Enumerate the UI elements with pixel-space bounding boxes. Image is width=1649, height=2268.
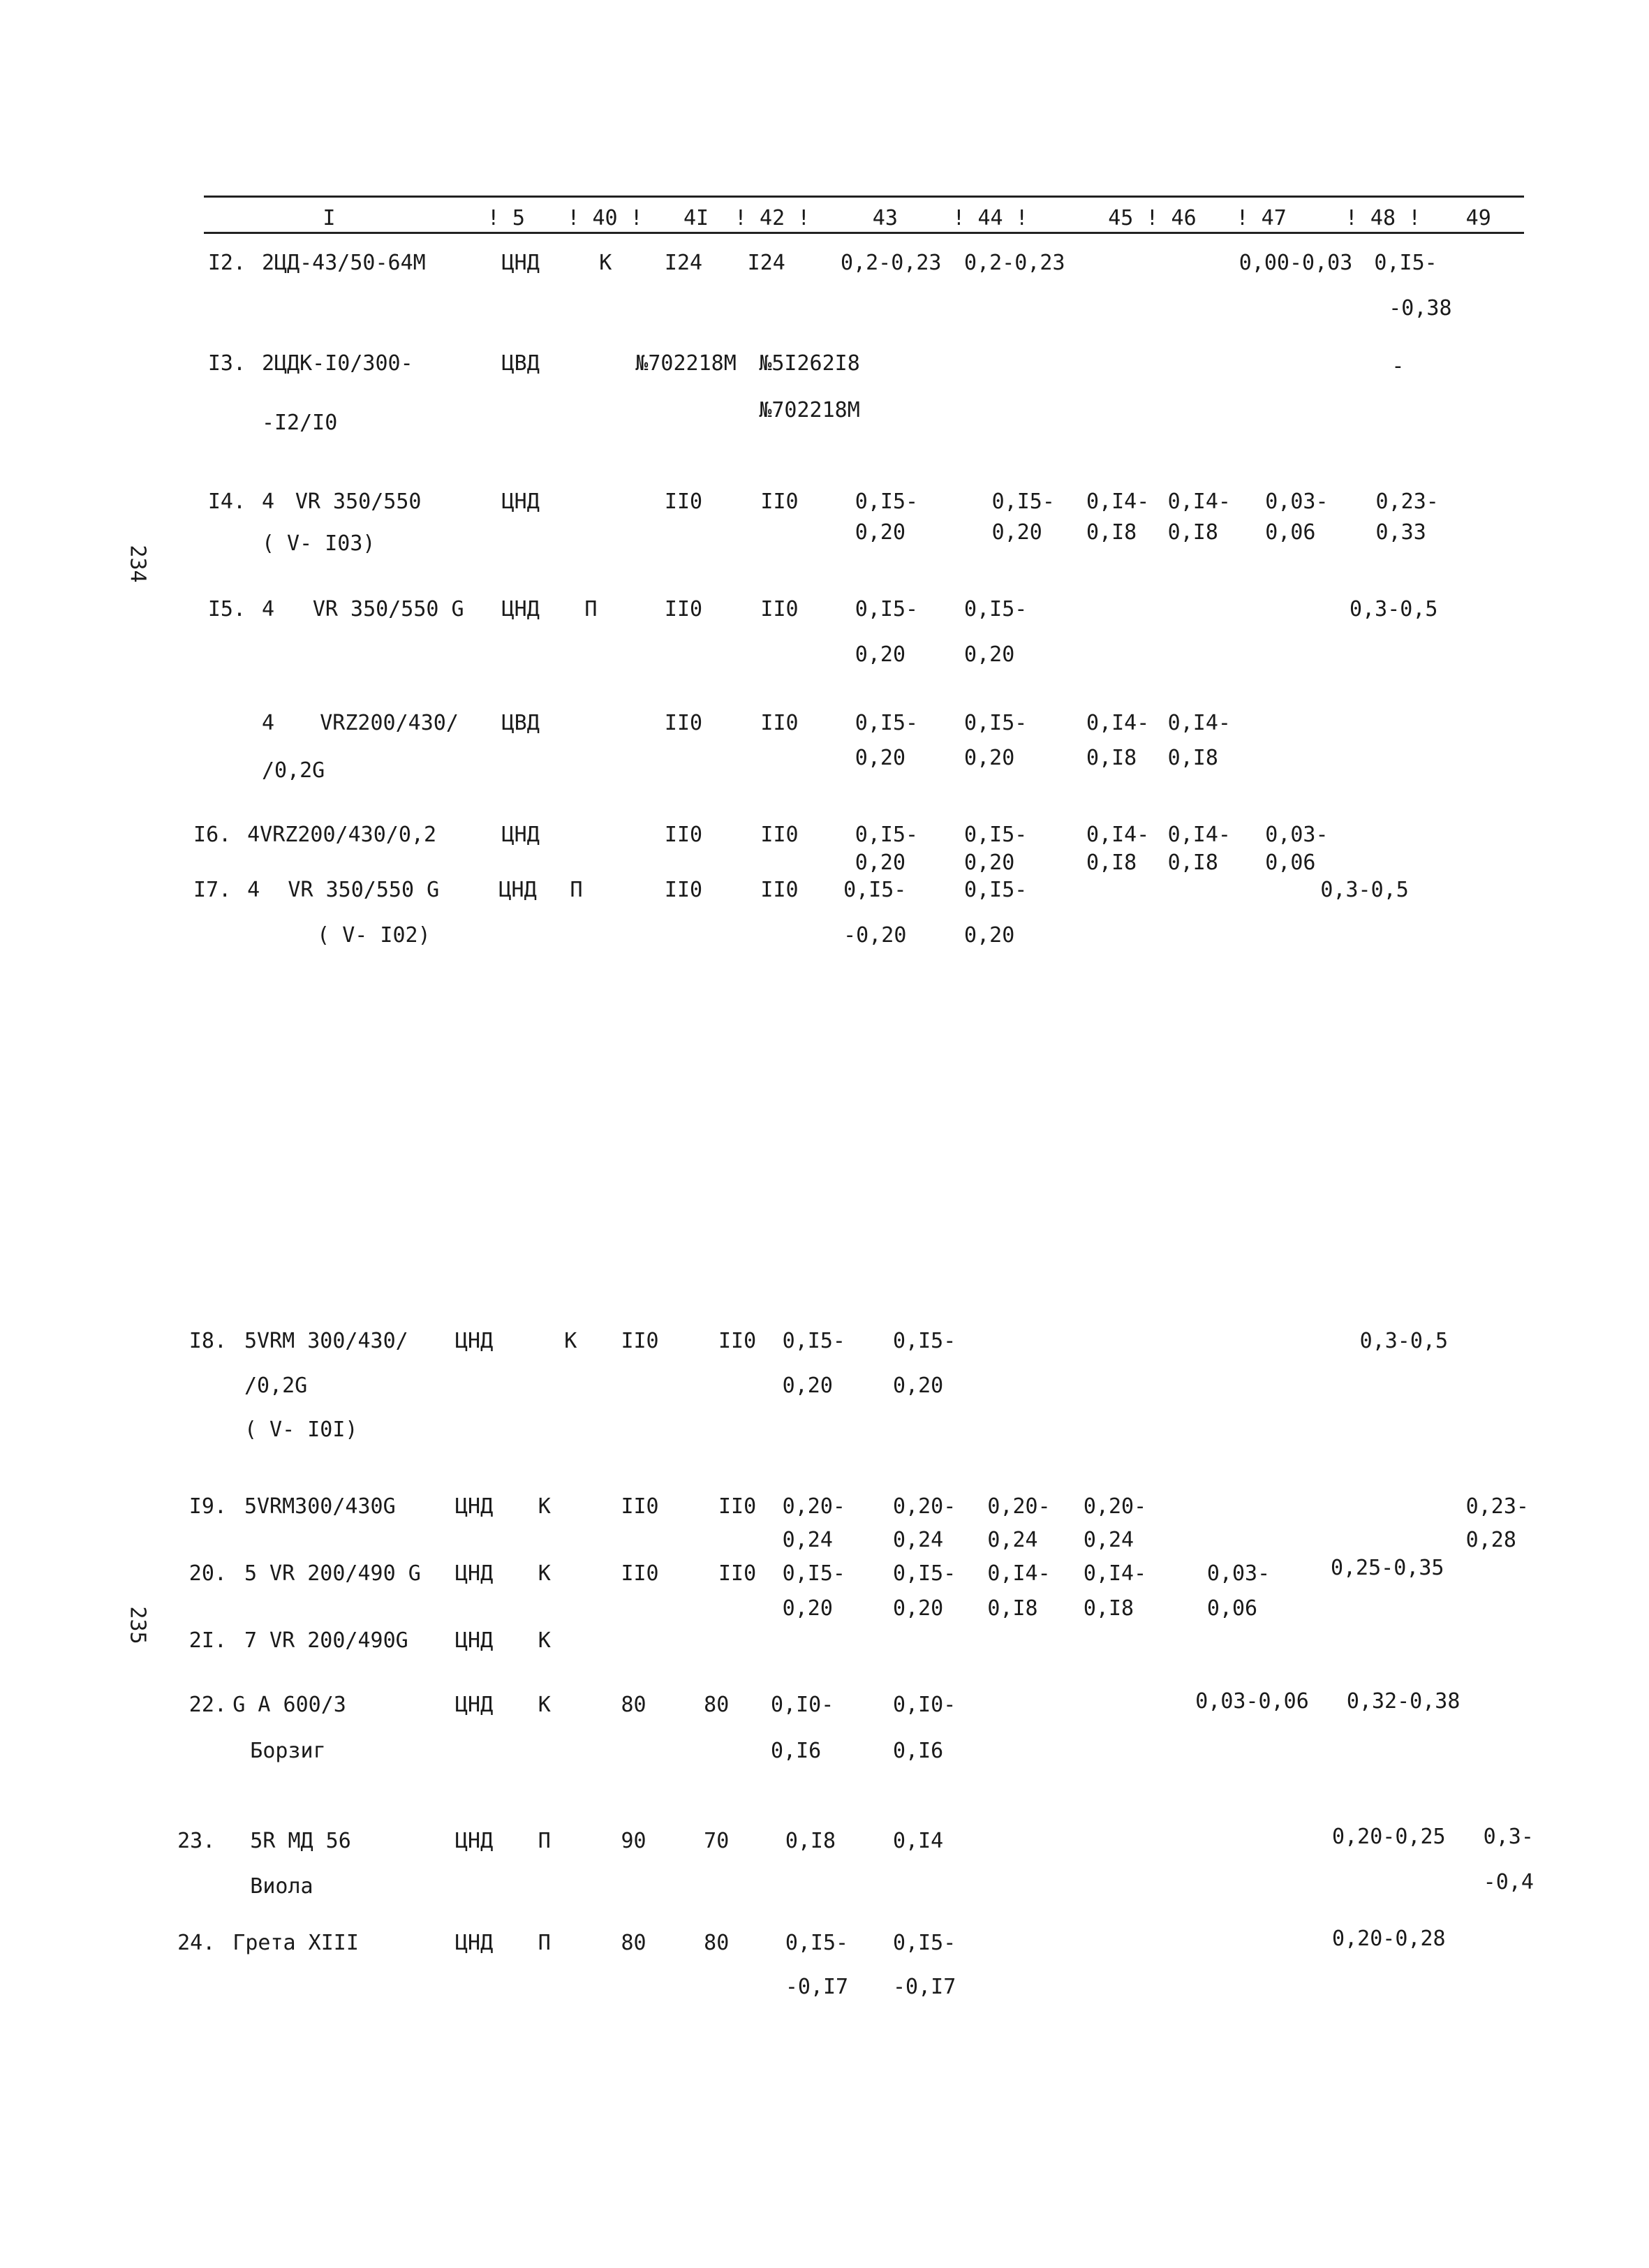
table-cell: П — [584, 597, 598, 622]
table-cell: I24 — [664, 251, 703, 276]
table-cell: II0 — [621, 1561, 659, 1586]
table-cell: 0,20 — [855, 850, 906, 875]
table-cell: 0,I6 — [770, 1739, 822, 1764]
table-cell: ЦНД — [454, 1829, 494, 1854]
table-cell: К — [538, 1692, 551, 1717]
table-cell: 0,32-0,38 — [1346, 1689, 1461, 1714]
table-cell: 0,23- — [1465, 1494, 1529, 1519]
table-cell: I5. — [207, 597, 246, 622]
table-cell: G A 600/3 — [232, 1692, 346, 1717]
table-cell: 0,3-0,5 — [1320, 878, 1409, 903]
page-number-lower: 235 — [125, 1606, 150, 1644]
table-cell: 0,I5- — [964, 878, 1028, 903]
table-cell: II0 — [760, 710, 799, 735]
table-cell: - — [1391, 354, 1405, 379]
table-cell: 0,20 — [964, 850, 1015, 875]
table-cell: 0,20 — [964, 922, 1015, 948]
table-cell: VR 350/550 — [295, 489, 422, 514]
table-cell: 2ЦД-43/50-64М — [261, 251, 426, 276]
table-cell: VR 350/550 G — [288, 878, 440, 903]
table-cell: 0,I8 — [1086, 850, 1137, 875]
table-cell: 0,20 — [892, 1596, 944, 1621]
table-cell: К — [564, 1328, 577, 1353]
table-cell: I3. — [207, 351, 246, 376]
table-cell: II0 — [718, 1561, 757, 1586]
table-cell: 0,I5- — [892, 1561, 956, 1586]
table-cell: 70 — [704, 1829, 730, 1854]
table-cell: I8. — [188, 1328, 227, 1353]
table-cell: Грета XIII — [232, 1931, 359, 1956]
table-cell: 2I. — [188, 1628, 227, 1653]
table-cell: II0 — [760, 597, 799, 622]
table-cell: 4VRZ200/430/0,2 — [247, 822, 437, 847]
table-cell: 0,I5- — [843, 878, 907, 903]
table-cell: /0,2G — [244, 1374, 308, 1399]
table-cell: II0 — [760, 489, 799, 514]
table-cell: 4 — [261, 489, 274, 514]
table-cell: 0,25-0,35 — [1330, 1555, 1444, 1580]
table-cell: 5R МД 56 — [250, 1829, 351, 1854]
table-cell: 0,I5- — [855, 710, 919, 735]
table-cell: П — [538, 1931, 551, 1956]
column-header: 45 ! 46 — [1108, 205, 1197, 230]
table-cell: I4. — [207, 489, 246, 514]
table-cell: 0,20 — [991, 520, 1042, 545]
table-cell: 0,I5- — [964, 597, 1028, 622]
table-cell: К — [599, 251, 612, 276]
table-cell: К — [538, 1628, 551, 1653]
table-cell: 0,20- — [892, 1494, 956, 1519]
table-cell: 20. — [188, 1561, 227, 1586]
table-cell: 0,06 — [1265, 520, 1316, 545]
table-cell: -0,4 — [1483, 1869, 1534, 1894]
table-cell: 0,03- — [1265, 822, 1329, 847]
table-cell: 4 — [261, 597, 274, 622]
column-header: ! 42 ! — [734, 205, 811, 230]
table-cell: 0,I5- — [855, 822, 919, 847]
table-cell: 0,06 — [1265, 850, 1316, 875]
table-cell: II0 — [621, 1494, 659, 1519]
table-cell: 0,3-0,5 — [1359, 1328, 1449, 1353]
table-cell: 0,00-0,03 — [1238, 251, 1353, 276]
table-cell: 0,I5- — [991, 489, 1055, 514]
table-cell: 0,I4 — [892, 1829, 944, 1854]
table-cell: 0,24 — [987, 1528, 1038, 1553]
table-cell: 23. — [177, 1829, 216, 1854]
table-cell: 0,I4- — [1086, 489, 1150, 514]
table-cell: ЦНД — [454, 1494, 494, 1519]
table-cell: 22. — [188, 1692, 227, 1717]
table-cell: VRZ200/430/ — [320, 710, 459, 735]
table-cell: 0,24 — [892, 1528, 944, 1553]
table-cell: 90 — [621, 1829, 646, 1854]
table-cell: 0,I5- — [855, 597, 919, 622]
table-cell: 0,20 — [782, 1596, 833, 1621]
table-cell: 0,I8 — [1086, 745, 1137, 770]
table-cell: II0 — [664, 822, 703, 847]
table-cell: 0,2-0,23 — [840, 251, 942, 276]
table-cell: 0,20- — [782, 1494, 845, 1519]
table-cell: 5VRM 300/430/ — [244, 1328, 408, 1353]
table-cell: 0,I5- — [892, 1328, 956, 1353]
table-cell: 0,I0- — [770, 1692, 834, 1717]
table-cell: 0,06 — [1206, 1596, 1258, 1621]
table-cell: 80 — [704, 1692, 730, 1717]
table-cell: 0,I4- — [987, 1561, 1051, 1586]
table-cell: II0 — [664, 878, 703, 903]
column-header: 49 — [1465, 205, 1491, 230]
table-cell: 0,23- — [1375, 489, 1439, 514]
table-cell: II0 — [664, 489, 703, 514]
table-cell: ЦНД — [501, 822, 540, 847]
table-cell: /0,2G — [261, 758, 325, 783]
table-cell: Борзиг — [250, 1739, 326, 1764]
table-cell: 0,24 — [782, 1528, 833, 1553]
table-cell: I2. — [207, 251, 246, 276]
table-cell: II0 — [718, 1494, 757, 1519]
table-cell: II0 — [760, 822, 799, 847]
table-cell: 0,20 — [782, 1374, 833, 1399]
table-cell: 0,I4- — [1086, 710, 1150, 735]
column-header: 43 — [872, 205, 898, 230]
column-header: ! 48 ! — [1345, 205, 1421, 230]
table-cell: ЦНД — [454, 1561, 494, 1586]
table-cell: -0,20 — [843, 922, 907, 948]
table-cell: 80 — [621, 1692, 646, 1717]
table-cell: ( V- I03) — [261, 531, 376, 557]
table-cell: 0,20-0,28 — [1332, 1926, 1446, 1951]
table-cell: ЦНД — [454, 1931, 494, 1956]
table-cell: 0,I4- — [1167, 489, 1231, 514]
table-cell: ЦНД — [454, 1328, 494, 1353]
table-cell: 5 VR 200/490 G — [244, 1561, 421, 1586]
table-cell: 0,I5- — [782, 1561, 845, 1586]
table-cell: 0,I4- — [1167, 710, 1231, 735]
table-cell: 0,03-0,06 — [1195, 1689, 1309, 1714]
table-cell: 80 — [621, 1931, 646, 1956]
table-cell: 0,I4- — [1086, 822, 1150, 847]
table-cell: 0,I8 — [1167, 745, 1218, 770]
column-header: 4I — [683, 205, 709, 230]
column-header: ! 47 — [1236, 205, 1287, 230]
table-cell: 0,20- — [1083, 1494, 1147, 1519]
table-cell: 0,20 — [855, 520, 906, 545]
table-cell: №5I262I8 — [759, 351, 860, 376]
table-cell: II0 — [664, 597, 703, 622]
table-cell: 5VRM300/430G — [244, 1494, 396, 1519]
table-cell: II0 — [760, 878, 799, 903]
table-cell: 0,I5- — [964, 710, 1028, 735]
table-cell: 0,3-0,5 — [1349, 597, 1438, 622]
table-cell: 7 VR 200/490G — [244, 1628, 408, 1653]
table-cell: 0,24 — [1083, 1528, 1134, 1553]
table-cell: 0,20 — [892, 1374, 944, 1399]
table-cell: 24. — [177, 1931, 216, 1956]
table-cell: 0,I5- — [892, 1931, 956, 1956]
table-cell: II0 — [621, 1328, 659, 1353]
table-cell: 0,I5- — [785, 1931, 849, 1956]
table-cell: 0,I4- — [1083, 1561, 1147, 1586]
table-cell: 0,3- — [1483, 1825, 1534, 1850]
table-cell: -I2/I0 — [261, 411, 338, 436]
table-cell: I7. — [193, 878, 232, 903]
table-cell: 0,20 — [855, 642, 906, 667]
table-cell: 0,20- — [987, 1494, 1051, 1519]
table-cell: 0,I8 — [1167, 520, 1218, 545]
table-cell: 0,20 — [855, 745, 906, 770]
table-cell: II0 — [664, 710, 703, 735]
table-cell: ( V- I02) — [317, 922, 431, 948]
table-cell: 0,03- — [1206, 1561, 1271, 1586]
table-cell: ЦНД — [501, 597, 540, 622]
table-cell: ЦНД — [454, 1628, 494, 1653]
table-cell: 0,I8 — [1167, 850, 1218, 875]
table-cell: П — [538, 1829, 551, 1854]
table-top-rule — [204, 196, 1524, 198]
column-header: ! 5 — [487, 205, 525, 230]
table-cell: ( V- I0I) — [244, 1417, 358, 1442]
table-cell: 80 — [704, 1931, 730, 1956]
table-cell: ЦВД — [501, 710, 540, 735]
table-cell: №702218М — [759, 397, 860, 422]
table-cell: 0,I8 — [785, 1829, 836, 1854]
table-cell: I6. — [193, 822, 232, 847]
table-cell: К — [538, 1494, 551, 1519]
table-cell: ЦНД — [501, 489, 540, 514]
table-cell: 4 — [261, 710, 274, 735]
table-cell: 0,33 — [1375, 520, 1426, 545]
table-cell: -0,38 — [1389, 295, 1452, 321]
table-cell: VR 350/550 G — [312, 597, 464, 622]
table-cell: ЦНД — [501, 251, 540, 276]
page-number-upper: 234 — [125, 545, 150, 583]
table-cell: ЦВД — [501, 351, 540, 376]
table-cell: 0,I5- — [855, 489, 919, 514]
table-cell: П — [570, 878, 583, 903]
table-cell: 0,I8 — [987, 1596, 1038, 1621]
table-cell: -0,I7 — [892, 1974, 956, 1999]
table-cell: I9. — [188, 1494, 227, 1519]
table-cell: I24 — [747, 251, 785, 276]
table-cell: 0,I5- — [1374, 251, 1437, 276]
table-cell: 0,I8 — [1083, 1596, 1134, 1621]
table-cell: 2ЦДК-I0/300- — [261, 351, 413, 376]
column-header: ! 40 ! — [567, 205, 643, 230]
table-cell: 0,20-0,25 — [1332, 1825, 1446, 1850]
table-cell: 0,I5- — [782, 1328, 845, 1353]
table-cell: 0,I8 — [1086, 520, 1137, 545]
table-cell: II0 — [718, 1328, 757, 1353]
column-header: I — [323, 205, 336, 230]
table-cell: 4 — [247, 878, 260, 903]
column-header: ! 44 ! — [952, 205, 1028, 230]
table-cell: 0,28 — [1465, 1528, 1516, 1553]
table-cell: -0,I7 — [785, 1974, 849, 1999]
table-cell: 0,20 — [964, 745, 1015, 770]
table-cell: №702218М — [635, 351, 737, 376]
header-bottom-rule — [204, 232, 1524, 234]
table-cell: К — [538, 1561, 551, 1586]
table-cell: 0,2-0,23 — [964, 251, 1065, 276]
table-cell: 0,I5- — [964, 822, 1028, 847]
table-cell: 0,03- — [1265, 489, 1329, 514]
table-cell: ЦНД — [498, 878, 537, 903]
table-cell: 0,I6 — [892, 1739, 944, 1764]
table-cell: ЦНД — [454, 1692, 494, 1717]
table-cell: 0,I4- — [1167, 822, 1231, 847]
table-cell: 0,I0- — [892, 1692, 956, 1717]
table-cell: Виола — [250, 1873, 313, 1899]
table-cell: 0,20 — [964, 642, 1015, 667]
